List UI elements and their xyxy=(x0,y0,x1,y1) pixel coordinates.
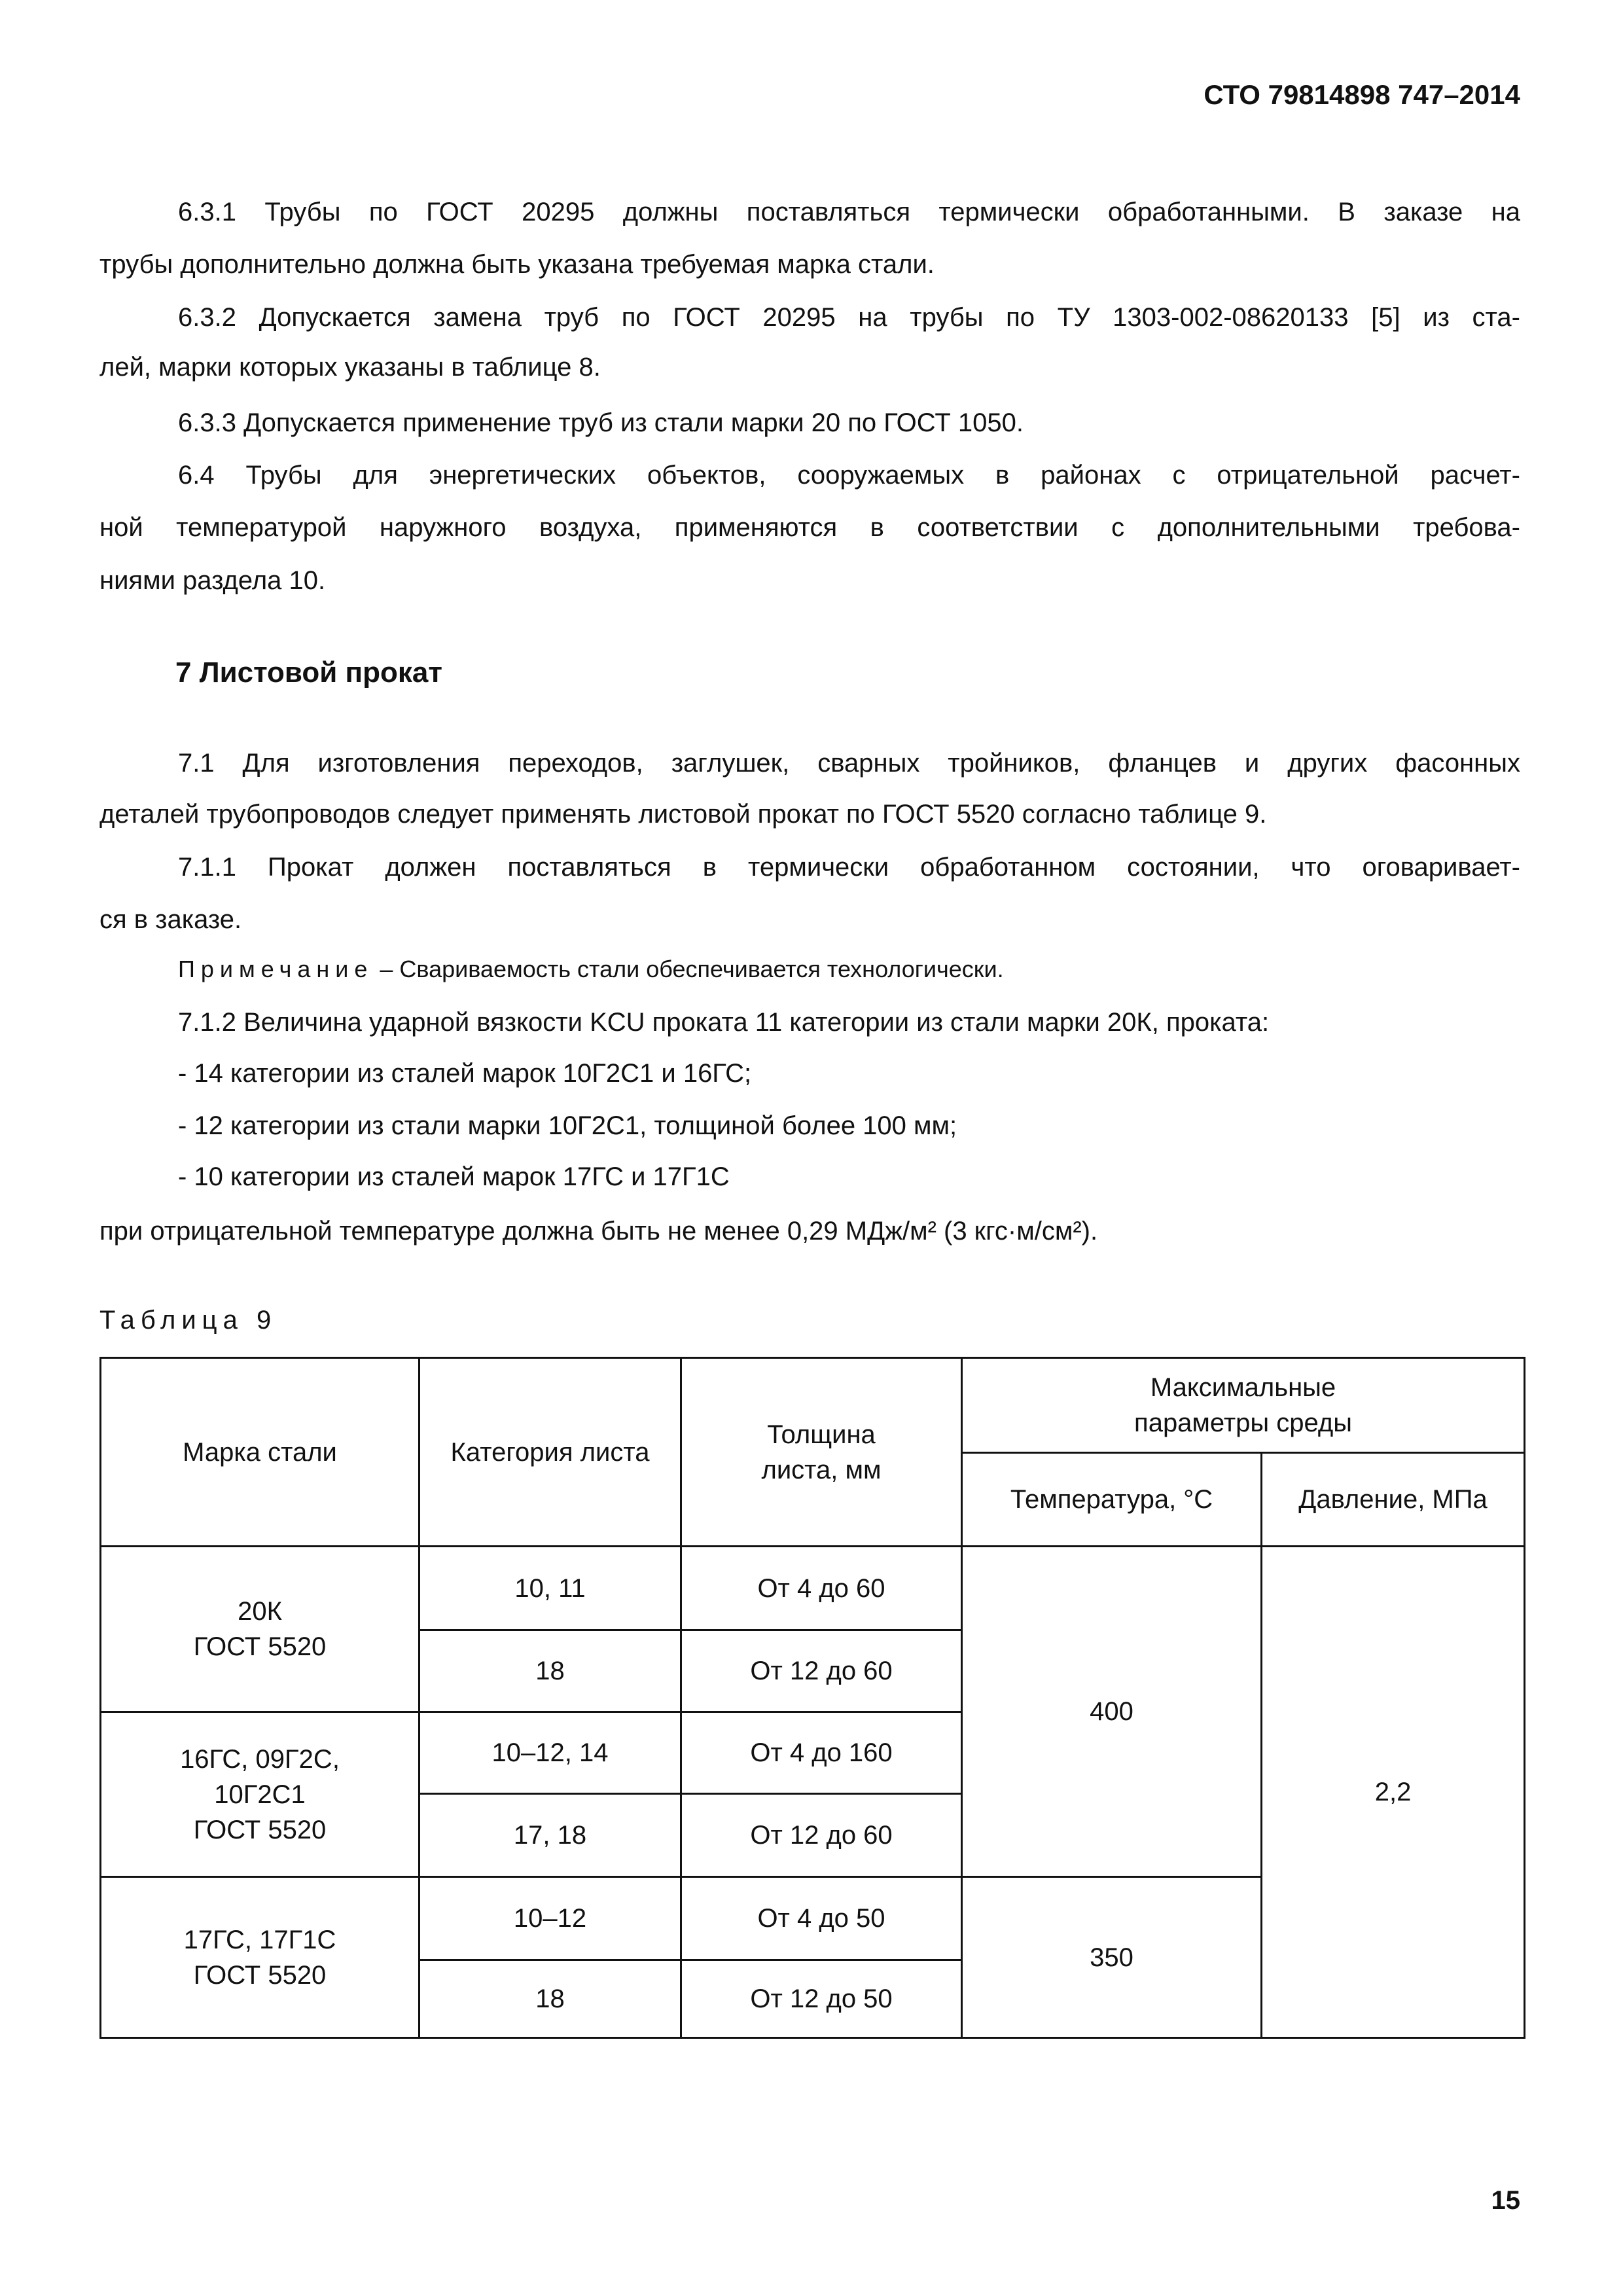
cell-category: 10, 11 xyxy=(419,1547,681,1630)
header-temperature: Температура, °С xyxy=(962,1453,1262,1547)
cell-thickness: От 12 до 60 xyxy=(681,1794,962,1877)
header-steel: Марка стали xyxy=(101,1358,419,1547)
paragraph-6-3-1-line: трубы дополнительно должна быть указана требуемая марка стали. xyxy=(99,250,935,279)
cell-steel: 17ГС, 17Г1С ГОСТ 5520 xyxy=(101,1877,419,2038)
section-heading-7: 7 Листовой прокат xyxy=(175,656,442,689)
cell-category: 17, 18 xyxy=(419,1794,681,1877)
cell-temperature: 350 xyxy=(962,1877,1262,2038)
paragraph-7-1-1-line: 7.1.1 Прокат должен поставляться в термически обработанном состоянии, что оговаривает- xyxy=(178,853,1520,882)
list-item: - 14 категории из сталей марок 10Г2С1 и 16ГС; xyxy=(178,1059,752,1088)
cell-category: 18 xyxy=(419,1630,681,1712)
paragraph-7-1-2: 7.1.2 Величина ударной вязкости KCU проката 11 категории из стали марки 20К, проката: xyxy=(178,1008,1270,1037)
note-text: – Свариваемость стали обеспечивается технологически. xyxy=(373,956,1004,982)
paragraph-6-3-1-line: 6.3.1 Трубы по ГОСТ 20295 должны поставляться термически обработанными. В заказе на xyxy=(178,198,1520,226)
header-max-params: Максимальные параметры среды xyxy=(962,1358,1525,1453)
paragraph-7-1-line: 7.1 Для изготовления переходов, заглушек, сварных тройников, фланцев и других фасонных xyxy=(178,749,1520,778)
note xyxy=(178,943,1004,996)
header-thickness: Толщина листа, мм xyxy=(681,1358,962,1547)
table-header-row xyxy=(101,1358,1525,1453)
cell-temperature: 400 xyxy=(962,1547,1262,1877)
list-item: - 12 категории из стали марки 10Г2С1, толщиной более 100 мм; xyxy=(178,1111,957,1140)
steel-table xyxy=(99,1357,1525,2039)
cell-steel: 16ГС, 09Г2С, 10Г2С1 ГОСТ 5520 xyxy=(101,1712,419,1877)
paragraph-6-3-2-line: 6.3.2 Допускается замена труб по ГОСТ 20295 на трубы по ТУ 1303-002-08620133 [5] из ста- xyxy=(178,303,1520,332)
paragraph-7-1-line: деталей трубопроводов следует применять листовой прокат по ГОСТ 5520 согласно таблице 9. xyxy=(99,800,1267,829)
cell-category: 10–12, 14 xyxy=(419,1712,681,1794)
document-code: СТО 79814898 747–2014 xyxy=(1204,79,1520,110)
cell-thickness: От 4 до 160 xyxy=(681,1712,962,1794)
cell-steel: 20К ГОСТ 5520 xyxy=(101,1547,419,1712)
paragraph-7-1-1-line: ся в заказе. xyxy=(99,905,242,934)
header-pressure: Давление, МПа xyxy=(1262,1453,1525,1547)
cell-thickness: От 4 до 60 xyxy=(681,1547,962,1630)
paragraph-6-4-line: ной температурой наружного воздуха, применяются в соответствии с дополнительными требова- xyxy=(99,513,1520,542)
paragraph-6-4-line: ниями раздела 10. xyxy=(99,566,326,595)
paragraph-6-3-3: 6.3.3 Допускается применение труб из стали марки 20 по ГОСТ 1050. xyxy=(178,408,1024,437)
cell-thickness: От 4 до 50 xyxy=(681,1877,962,1960)
paragraph-6-3-2-line: лей, марки которых указаны в таблице 8. xyxy=(99,353,601,382)
cell-category: 18 xyxy=(419,1960,681,2038)
cell-thickness: От 12 до 50 xyxy=(681,1960,962,2038)
table-row xyxy=(101,1547,1525,1630)
page-number: 15 xyxy=(1491,2186,1520,2215)
cell-pressure: 2,2 xyxy=(1262,1547,1525,2038)
paragraph-final: при отрицательной температуре должна быть не менее 0,29 МДж/м² (3 кгс·м/см²). xyxy=(99,1217,1098,1246)
note-label: Примечание xyxy=(178,956,374,982)
list-item: - 10 категории из сталей марок 17ГС и 17Г1С xyxy=(178,1162,730,1191)
cell-category: 10–12 xyxy=(419,1877,681,1960)
paragraph-6-4-line: 6.4 Трубы для энергетических объектов, сооружаемых в районах с отрицательной расчет- xyxy=(178,461,1520,490)
header-category: Категория листа xyxy=(419,1358,681,1547)
table-caption: Таблица 9 xyxy=(99,1306,277,1335)
cell-thickness: От 12 до 60 xyxy=(681,1630,962,1712)
